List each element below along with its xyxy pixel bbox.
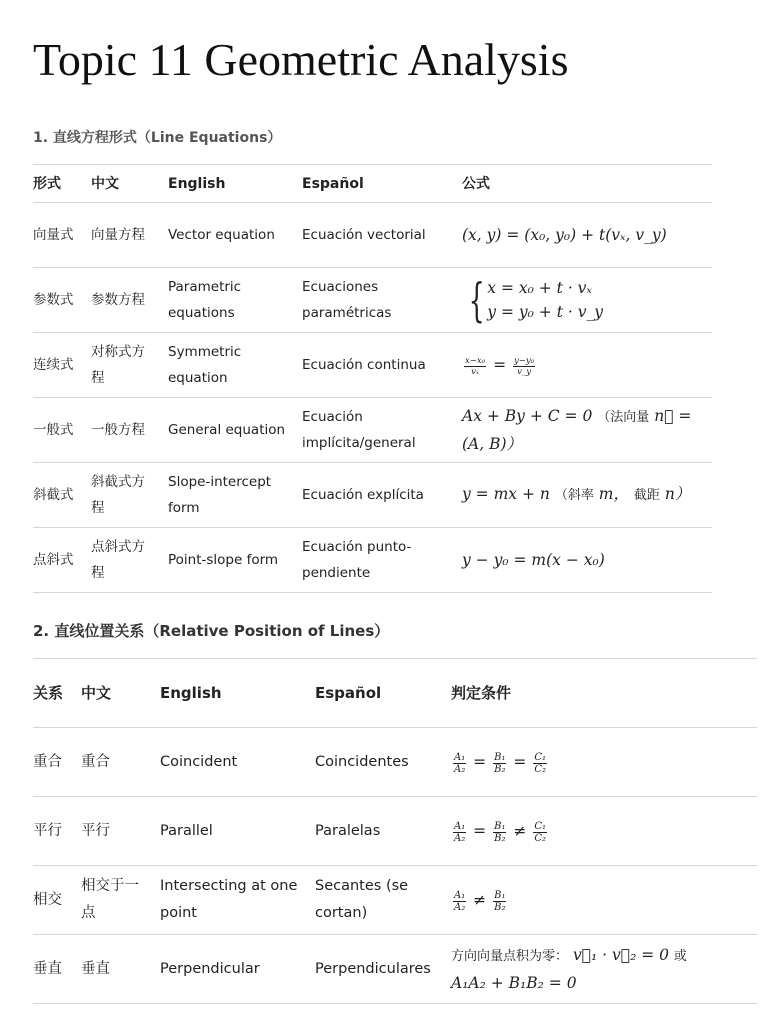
relation-cell: 平行 <box>33 797 81 866</box>
spanish-cell: Ecuación vectorial <box>302 203 462 268</box>
condition-cell: 方向向量点积为零： v⃗₁ · v⃗₂ = 0 或 A₁A₂ + B₁B₂ = 0 <box>451 935 757 1004</box>
spanish-cell: Paralelas <box>315 797 451 866</box>
column-header: 中文 <box>81 659 160 728</box>
form-cell: 连续式 <box>33 333 91 398</box>
form-cell: 向量式 <box>33 203 91 268</box>
formula-line: y = y₀ + t · v_y <box>487 303 603 321</box>
fraction: $\frac{\text{B₁}}{\text{B₂}}$ <box>494 889 506 913</box>
equation-system <box>462 273 603 327</box>
chinese-cell: 垂直 <box>81 935 160 1004</box>
english-cell: Parallel <box>160 797 315 866</box>
form-cell: 斜截式 <box>33 463 91 528</box>
english-cell: Point-slope form <box>168 528 302 593</box>
column-header: 形式 <box>33 165 91 203</box>
table-row <box>33 728 757 797</box>
table-header-row <box>33 659 757 728</box>
brace-glyph: { <box>468 273 485 327</box>
spanish-cell: Coincidentes <box>315 728 451 797</box>
table-row <box>33 268 712 333</box>
fraction: $\frac{\text{y−y₀}}{v\_y}$ <box>514 355 535 377</box>
chinese-cell: 点斜式方程 <box>91 528 168 593</box>
english-cell: Slope-intercept form <box>168 463 302 528</box>
relation-cell: 相交 <box>33 866 81 935</box>
column-header: 判定条件 <box>451 659 757 728</box>
column-header: Español <box>302 165 462 203</box>
column-header: English <box>160 659 315 728</box>
condition-cell: $\frac{\text{A₁}}{\text{A₂}}$ = $\frac{\text{B₁}}{\text{B₂}}$ = $\frac{\text{C₁}}{\text{C₂}}$ <box>451 728 757 797</box>
condition-cell: $\frac{\text{A₁}}{\text{A₂}}$ = $\frac{\text{B₁}}{\text{B₂}}$ ≠ $\frac{\text{C₁}}{\text{C₂}}$ <box>451 797 757 866</box>
page-title: Topic 11 Geometric Analysis <box>33 34 569 85</box>
table-row <box>33 333 712 398</box>
english-cell: Parametric equations <box>168 268 302 333</box>
spanish-cell: Ecuación implícita/general <box>302 398 462 463</box>
section-heading-line-equations: 1. 直线方程形式（Line Equations） <box>33 130 282 146</box>
relation-cell: 重合 <box>33 728 81 797</box>
section-heading-relative-position: 2. 直线位置关系（Relative Position of Lines） <box>33 622 390 640</box>
table-header-row <box>33 165 712 203</box>
formula-cell: y = mx + n （斜率 m， 截距 n） <box>462 463 712 528</box>
table-row <box>33 797 757 866</box>
chinese-cell: 斜截式方程 <box>91 463 168 528</box>
fraction: $\frac{\text{A₁}}{\text{A₂}}$ <box>454 889 466 913</box>
table-row <box>33 528 712 593</box>
formula-cell: (x, y) = (x₀, y₀) + t(vₓ, v_y) <box>462 203 712 268</box>
column-header: 关系 <box>33 659 81 728</box>
english-cell: Coincident <box>160 728 315 797</box>
spanish-cell: Ecuación continua <box>302 333 462 398</box>
table-row <box>33 463 712 528</box>
formula-line: x = x₀ + t · vₓ <box>487 279 592 297</box>
chinese-cell: 向量方程 <box>91 203 168 268</box>
table-row <box>33 866 757 935</box>
spanish-cell: Ecuación punto-pendiente <box>302 528 462 593</box>
condition-cell: $\frac{\text{A₁}}{\text{A₂}}$ ≠ $\frac{\text{B₁}}{\text{B₂}}$ <box>451 866 757 935</box>
spanish-cell: Ecuaciones paramétricas <box>302 268 462 333</box>
fraction: $\frac{\text{x−x₀}}{\text{vₓ}}$ <box>465 355 486 377</box>
column-header: 公式 <box>462 165 712 203</box>
chinese-cell: 重合 <box>81 728 160 797</box>
fraction: $\frac{\text{A₁}}{\text{A₂}}$ <box>454 751 466 775</box>
fraction: $\frac{\text{A₁}}{\text{A₂}}$ <box>454 820 466 844</box>
fraction: $\frac{\text{B₁}}{\text{B₂}}$ <box>494 751 506 775</box>
column-header: 中文 <box>91 165 168 203</box>
spanish-cell: Ecuación explícita <box>302 463 462 528</box>
formula-cell: Ax + By + C = 0 （法向量 n⃗ = (A, B)） <box>462 398 712 463</box>
formula-cell: y − y₀ = m(x − x₀) <box>462 528 712 593</box>
form-cell: 点斜式 <box>33 528 91 593</box>
formula-cell: $\frac{\text{x−x₀}}{\text{vₓ}}$ = $\frac{\text{y−y₀}}{v\_y}$ <box>462 333 712 398</box>
english-cell: Vector equation <box>168 203 302 268</box>
spanish-cell: Secantes (se cortan) <box>315 866 451 935</box>
relative-position-table <box>33 658 757 1004</box>
chinese-cell: 参数方程 <box>91 268 168 333</box>
chinese-cell: 一般方程 <box>91 398 168 463</box>
column-header: English <box>168 165 302 203</box>
english-cell: General equation <box>168 398 302 463</box>
table-row <box>33 203 712 268</box>
line-equations-table <box>33 164 712 593</box>
relation-cell: 垂直 <box>33 935 81 1004</box>
chinese-cell: 平行 <box>81 797 160 866</box>
english-cell: Symmetric equation <box>168 333 302 398</box>
fraction: $\frac{\text{B₁}}{\text{B₂}}$ <box>494 820 506 844</box>
chinese-cell: 相交于一点 <box>81 866 160 935</box>
formula-cell <box>462 268 712 333</box>
table-row <box>33 398 712 463</box>
form-cell: 参数式 <box>33 268 91 333</box>
table-row <box>33 935 757 1004</box>
english-cell: Intersecting at one point <box>160 866 315 935</box>
column-header: Español <box>315 659 451 728</box>
spanish-cell: Perpendiculares <box>315 935 451 1004</box>
fraction: $\frac{\text{C₁}}{\text{C₂}}$ <box>534 820 547 844</box>
form-cell: 一般式 <box>33 398 91 463</box>
chinese-cell: 对称式方程 <box>91 333 168 398</box>
english-cell: Perpendicular <box>160 935 315 1004</box>
fraction: $\frac{\text{C₁}}{\text{C₂}}$ <box>534 751 547 775</box>
